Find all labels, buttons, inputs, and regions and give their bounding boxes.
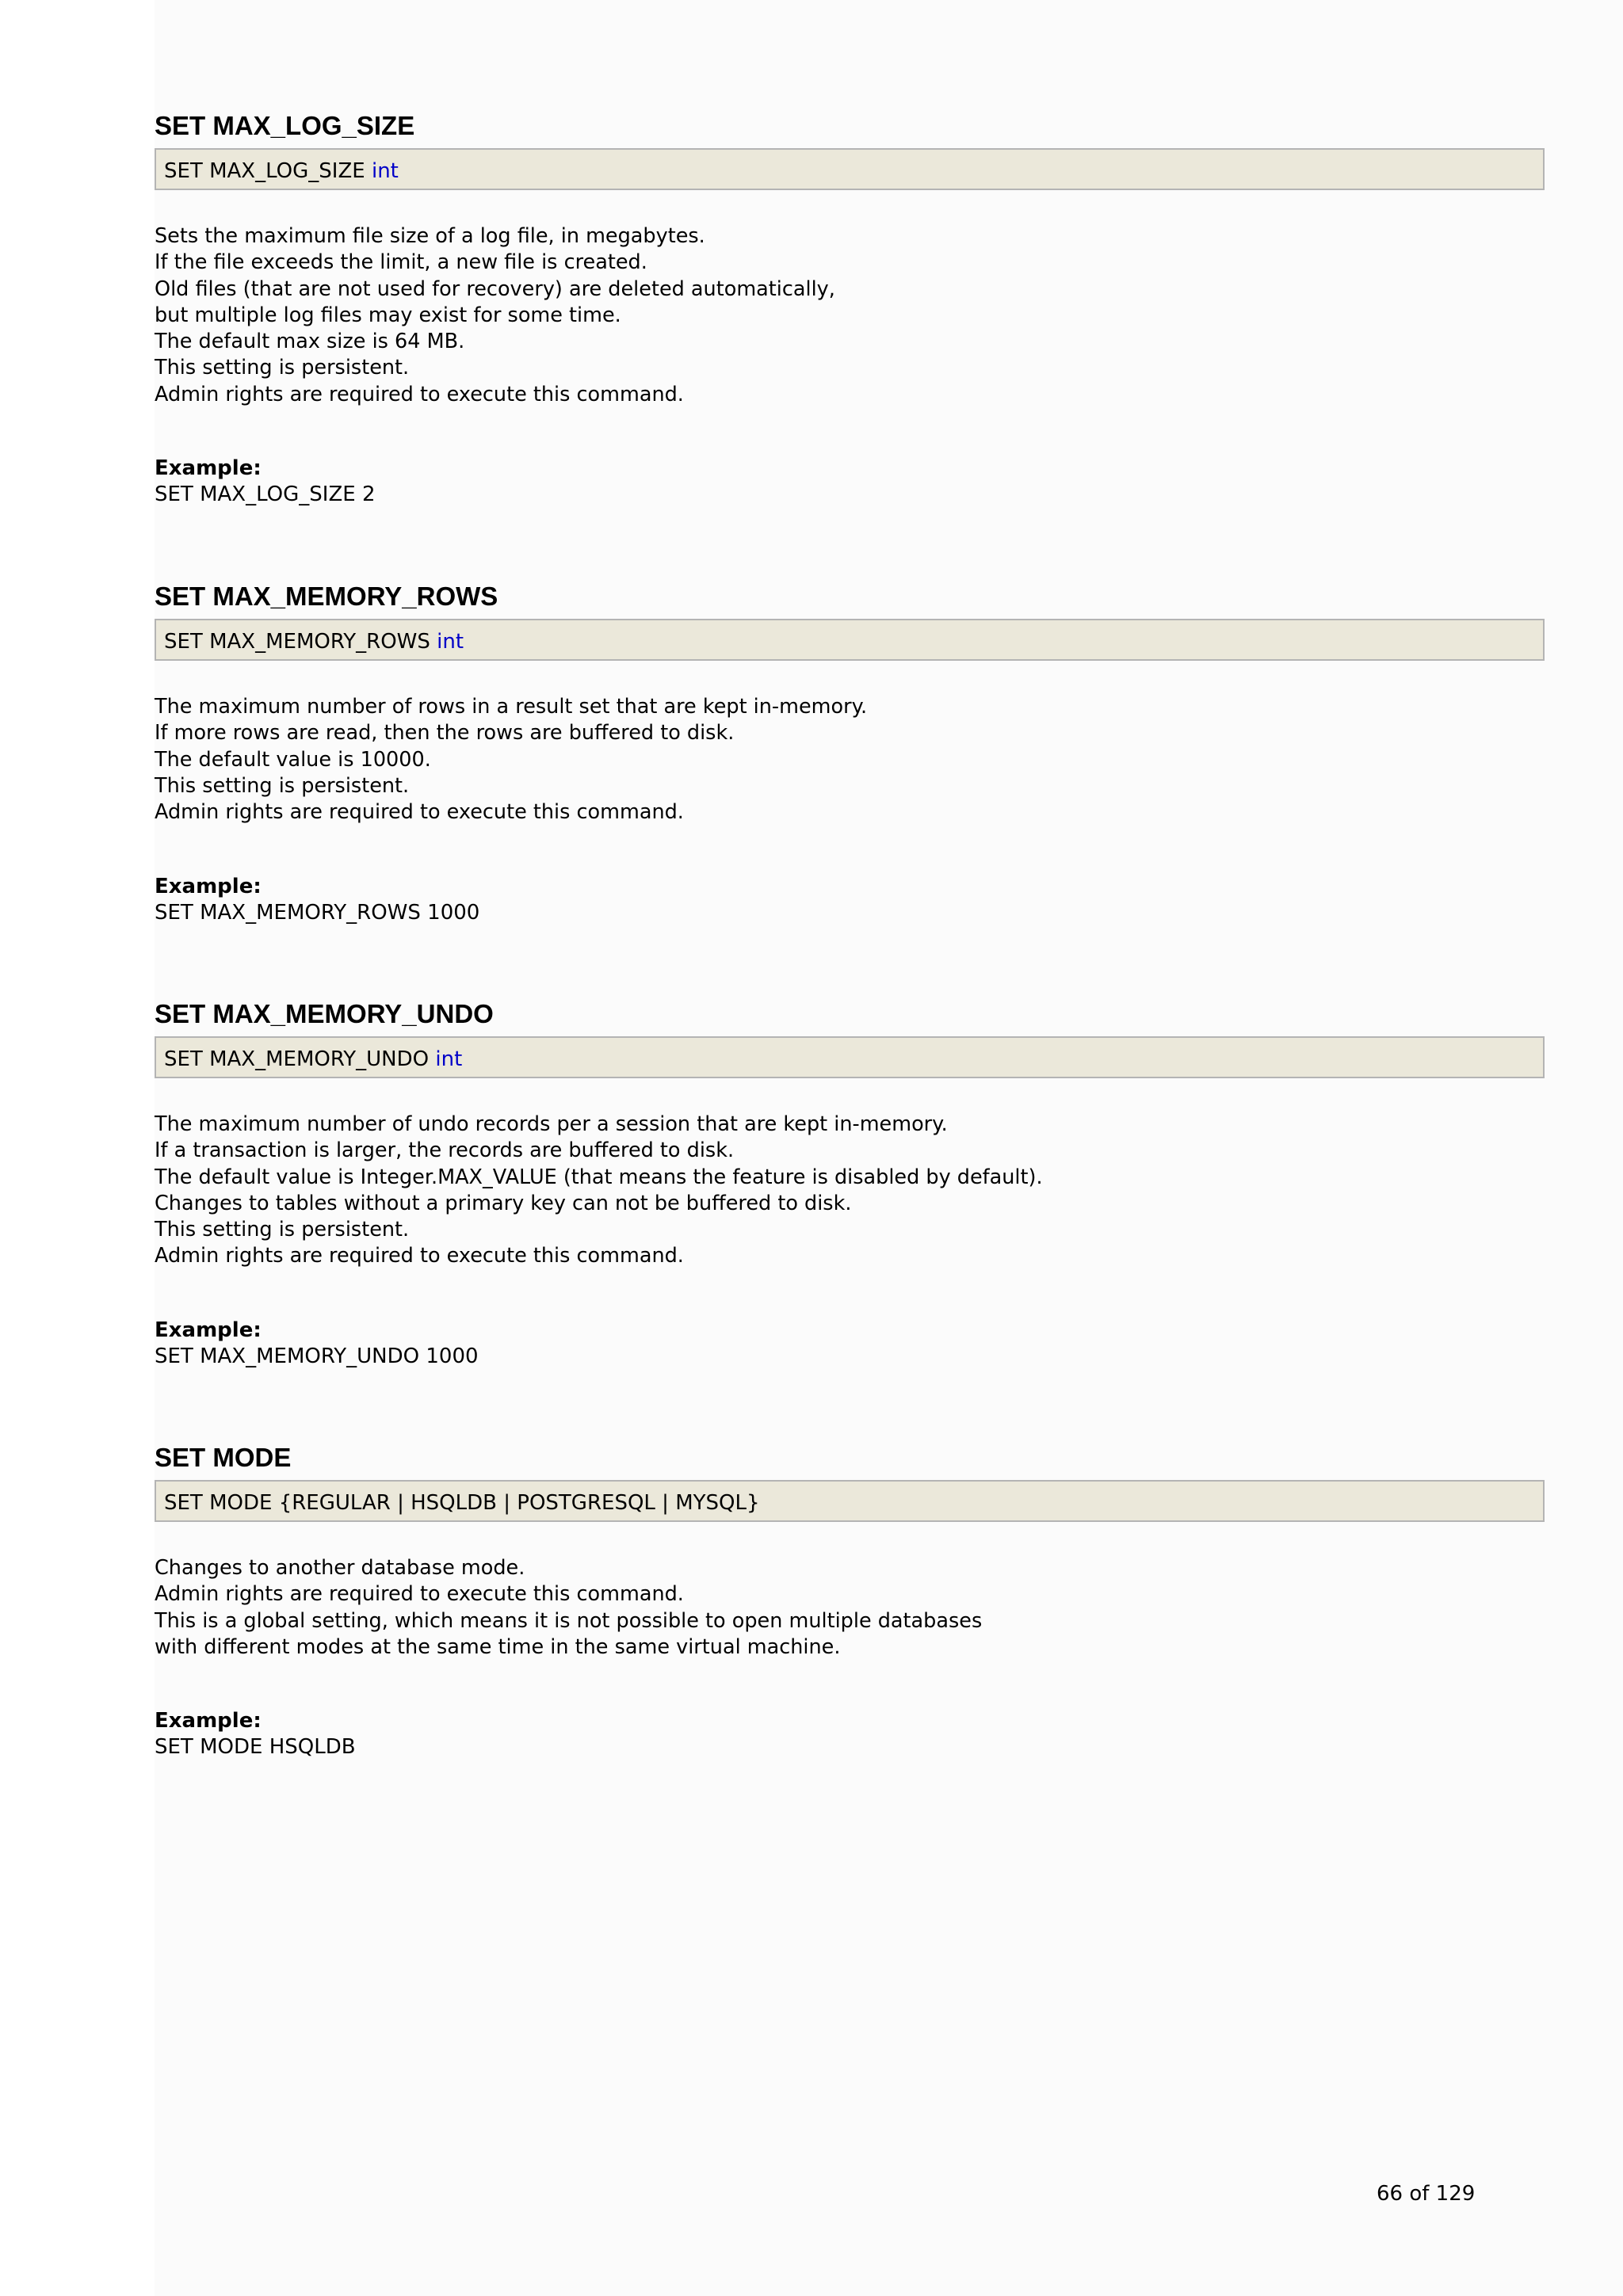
description-line: Old files (that are not used for recovery) are deleted automatically, <box>155 277 835 301</box>
section-title: SET MAX_MEMORY_ROWS <box>155 582 498 611</box>
syntax-box <box>155 1480 1545 1522</box>
syntax-command: SET MAX_MEMORY_ROWS <box>164 630 437 654</box>
section-title: SET MODE <box>155 1443 292 1472</box>
syntax-text <box>164 630 464 654</box>
description-line: Changes to tables without a primary key can not be buffered to disk. <box>155 1191 852 1215</box>
description-line: This is a global setting, which means it is not possible to open multiple databases <box>155 1608 983 1633</box>
example-code: SET MAX_LOG_SIZE 2 <box>155 482 376 506</box>
example-heading: Example: <box>155 1318 262 1342</box>
description-line: Admin rights are required to execute this command. <box>155 1244 684 1268</box>
description-line: Admin rights are required to execute this command. <box>155 382 684 406</box>
example-heading: Example: <box>155 875 262 898</box>
description-line: This setting is persistent. <box>155 1218 410 1242</box>
syntax-command: SET MODE {REGULAR | HSQLDB | POSTGRESQL | MYSQL} <box>164 1491 760 1515</box>
syntax-param: int <box>371 159 399 183</box>
section-title: SET MAX_LOG_SIZE <box>155 111 415 140</box>
description-line: If the file exceeds the limit, a new file is created. <box>155 250 647 275</box>
example-code: SET MODE HSQLDB <box>155 1735 356 1759</box>
description <box>155 223 835 408</box>
description-line: This setting is persistent. <box>155 356 410 380</box>
description-line: The default value is Integer.MAX_VALUE (that means the feature is disabled by default). <box>155 1165 1043 1189</box>
description-line: but multiple log files may exist for some time. <box>155 303 621 327</box>
description-line: If more rows are read, then the rows are buffered to disk. <box>155 721 735 746</box>
description-line: Changes to another database mode. <box>155 1556 525 1580</box>
description-line: Sets the maximum file size of a log file, in megabytes. <box>155 224 705 248</box>
syntax-param: int <box>435 1047 463 1071</box>
description <box>155 1555 982 1661</box>
syntax-command: SET MAX_LOG_SIZE <box>164 159 372 183</box>
syntax-box <box>155 619 1545 661</box>
description-line: The maximum number of rows in a result set that are kept in-memory. <box>155 695 868 719</box>
section-title: SET MAX_MEMORY_UNDO <box>155 999 494 1028</box>
description <box>155 694 867 826</box>
syntax-box <box>155 148 1545 190</box>
description-line: The default value is 10000. <box>155 747 431 772</box>
description <box>155 1112 1043 1270</box>
description-line: If a transaction is larger, the records are buffered to disk. <box>155 1138 735 1163</box>
description-line: This setting is persistent. <box>155 773 410 798</box>
syntax-text <box>164 1491 760 1515</box>
syntax-box <box>155 1036 1545 1078</box>
syntax-param: int <box>437 630 464 654</box>
description-line: The default max size is 64 MB. <box>155 330 465 354</box>
example-heading: Example: <box>155 1709 262 1733</box>
example-code: SET MAX_MEMORY_UNDO 1000 <box>155 1344 479 1368</box>
page-number: 66 of 129 <box>1377 2182 1476 2206</box>
description-line: with different modes at the same time in the same virtual machine. <box>155 1634 841 1659</box>
example-heading: Example: <box>155 456 262 480</box>
syntax-command: SET MAX_MEMORY_UNDO <box>164 1047 436 1071</box>
syntax-text <box>164 159 399 183</box>
syntax-text <box>164 1047 462 1071</box>
description-line: The maximum number of undo records per a session that are kept in-memory. <box>155 1112 948 1136</box>
description-line: Admin rights are required to execute this command. <box>155 800 684 825</box>
description-line: Admin rights are required to execute this command. <box>155 1582 684 1607</box>
example-code: SET MAX_MEMORY_ROWS 1000 <box>155 901 480 925</box>
